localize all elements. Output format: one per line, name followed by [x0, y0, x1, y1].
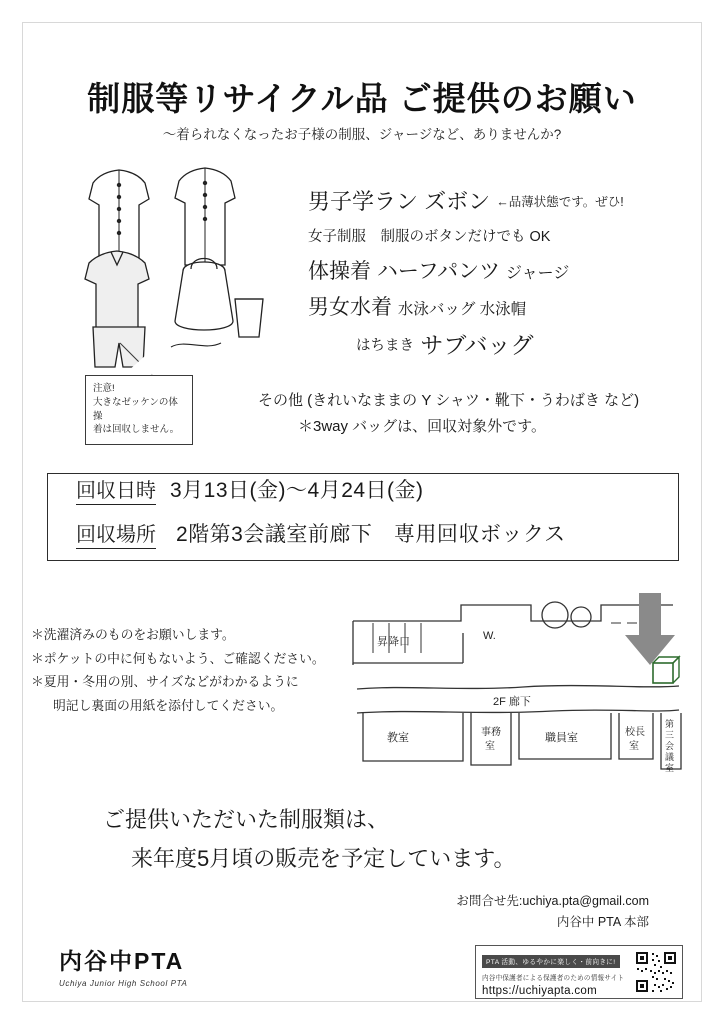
svg-text:会: 会: [665, 741, 675, 751]
svg-text:第: 第: [665, 719, 675, 729]
uniform-illustration: [75, 151, 285, 381]
contact-email: お問合せ先:uchiya.pta@gmail.com: [456, 894, 649, 908]
note-item-4: 明記し裏面の用紙を添付してください。: [53, 698, 284, 714]
item-line-subbag: [308, 327, 698, 360]
note-item-2: ＊ポケットの中に何もないよう、ご確認ください。: [31, 650, 325, 666]
floor-map: [343, 593, 683, 793]
item-boys-uniform-label: 男子学ラン ズボン: [308, 189, 491, 214]
svg-text:校長: 校長: [625, 727, 645, 738]
item-line-girls-uniform: 女子制服 制服のボタンだけでも OK: [308, 229, 551, 245]
wanted-items-list: [308, 185, 698, 366]
svg-text:事務: 事務: [481, 727, 501, 738]
page-title: 制服等リサイクル品 ご提供のお願い: [87, 80, 637, 117]
pta-logo-subtitle: Uchiya Junior High School PTA: [59, 979, 188, 988]
item-line-gym-wear: [308, 255, 698, 285]
banner-subline: 内谷中保護者による保護者のための情報サイト: [482, 975, 625, 982]
item-swim-accessories-label: 水泳バッグ 水泳帽: [397, 301, 527, 318]
banner-url[interactable]: https://uchiyapta.com: [482, 985, 597, 997]
banner-tagline: PTA 活動、ゆるやかに楽しく・前向きに!: [482, 955, 620, 968]
collection-info-box: [47, 473, 679, 561]
contact-block: [349, 891, 649, 934]
note-balloon-tail: [118, 341, 158, 379]
closing-message-line2: 来年度5月頃の販売を予定しています。: [131, 845, 516, 871]
website-banner[interactable]: [475, 945, 683, 999]
svg-text:議: 議: [665, 752, 675, 762]
contact-org: 内谷中 PTA 本部: [556, 915, 649, 930]
qr-code-icon: [634, 950, 678, 994]
svg-text:職員室: 職員室: [545, 732, 578, 744]
svg-text:室: 室: [485, 741, 495, 752]
note-item-1: ＊洗濯済みのものをお願いします。: [31, 627, 235, 642]
collection-place-value: 2階第3会議室前廊下 専用回収ボックス: [176, 523, 566, 546]
illustration-note: [85, 375, 193, 445]
collection-date-label: 回収日時: [76, 474, 156, 505]
collection-date-value: 3月13日(金)〜4月24日(金): [170, 479, 424, 502]
pta-logo-mark: 内谷中PTA: [59, 943, 219, 976]
page-subtitle: 〜着られなくなったお子様の制服、ジャージなど、ありませんか?: [162, 127, 562, 142]
other-items-text: その他 (きれいなままの Y シャツ・靴下・うわばき など): [258, 392, 640, 409]
svg-text:室: 室: [665, 763, 675, 773]
note-item-3: ＊夏用・冬用の別、サイズなどがわかるように: [31, 674, 299, 690]
item-subbag-label: サブバッグ: [420, 332, 534, 358]
item-line-boys-uniform: [308, 185, 698, 216]
svg-text:昇降口: 昇降口: [377, 636, 410, 648]
svg-text:三: 三: [665, 730, 675, 740]
collection-date-row: [48, 474, 678, 518]
collection-place-label: 回収場所: [76, 518, 156, 549]
exclusion-text: ＊3way バッグは、回収対象外です。: [298, 418, 546, 436]
svg-text:教室: 教室: [387, 732, 409, 744]
flyer-page: [22, 22, 702, 1002]
svg-text:2F 廊下: 2F 廊下: [493, 696, 531, 708]
illustration-note-line3: 着は回収しません。: [93, 424, 180, 436]
item-swimwear-label: 男女水着: [308, 296, 392, 319]
svg-text:室: 室: [629, 741, 639, 752]
svg-text:W.: W.: [483, 630, 496, 642]
item-jersey-label: ジャージ: [505, 265, 570, 282]
item-line-swimwear: [308, 291, 698, 321]
item-headband-label: はちまき: [356, 338, 414, 354]
item-gym-wear-label: 体操着 ハーフパンツ: [308, 260, 501, 283]
illustration-note-line1: 注意!: [93, 383, 115, 394]
closing-message: [103, 801, 663, 878]
other-items-note: [258, 388, 698, 441]
preparation-notes: [31, 623, 351, 718]
collection-place-row: [48, 518, 678, 562]
pta-logo: [59, 943, 219, 1001]
item-boys-uniform-tag: ←品薄状態です。ぜひ!: [496, 195, 624, 209]
closing-message-line1: ご提供いただいた制服類は、: [103, 807, 390, 832]
illustration-note-line2: 大きなゼッケンの体操: [93, 396, 178, 422]
